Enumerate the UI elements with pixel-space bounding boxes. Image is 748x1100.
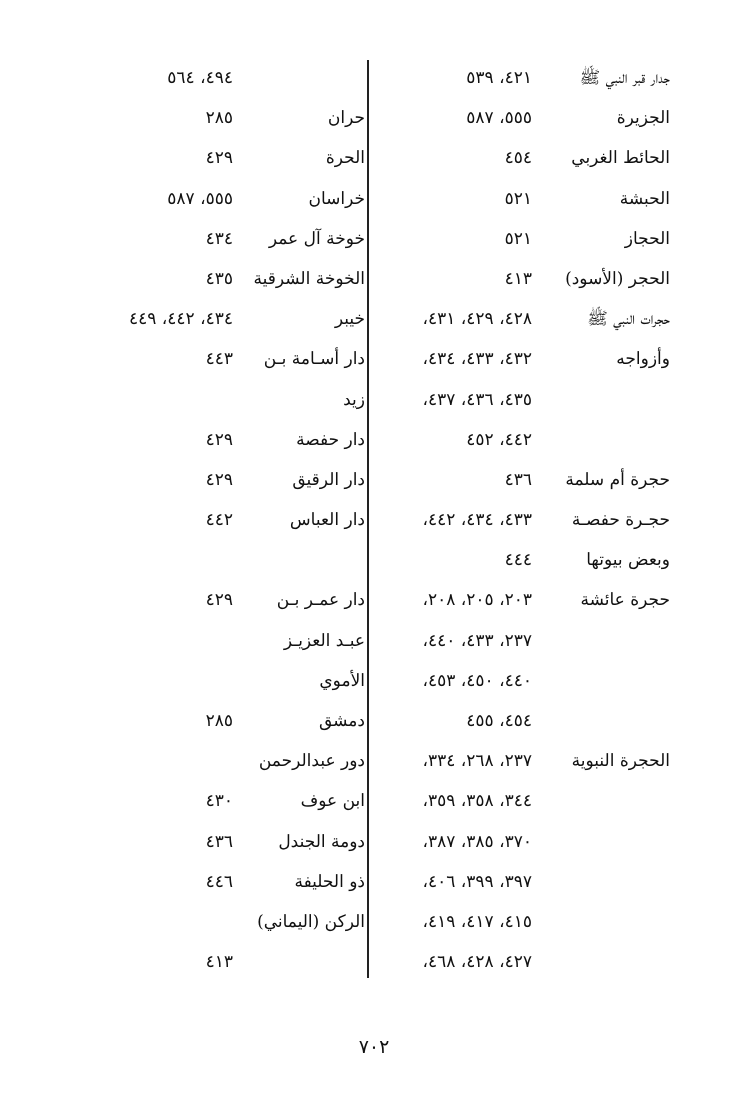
entry-term: دار حفصة: [296, 429, 365, 450]
index-entry: [380, 540, 670, 580]
entry-term: خراسان: [308, 188, 365, 209]
entry-term: حجرة أم سلمة: [565, 469, 670, 490]
entry-term: الجزيرة: [616, 108, 670, 129]
entry-term: حجرات النبي ﷺ: [587, 309, 670, 330]
entry-pages: ٤٢٩: [205, 469, 233, 490]
index-entry: [95, 822, 365, 862]
entry-term: دار الرقيق: [292, 469, 365, 490]
index-entry: [380, 219, 670, 259]
entry-term: دار أسـامة بـن: [263, 349, 365, 370]
index-entry: [380, 58, 670, 98]
entry-term: دمشق: [318, 711, 365, 731]
entry-pages: ٤٢١، ٥٣٩: [466, 68, 532, 88]
entry-pages: ٤٣٦: [205, 831, 233, 852]
entry-pages: ٤٣٠: [205, 791, 233, 812]
entry-term: حجـرة حفصـة: [571, 510, 670, 531]
index-entry: [95, 661, 365, 701]
index-column-left: [95, 58, 365, 982]
entry-term: حران: [327, 108, 365, 129]
index-entry: [95, 179, 365, 219]
index-entry: [95, 138, 365, 178]
index-entry: [380, 580, 670, 620]
entry-pages: ٤٢٧، ٤٢٨، ٤٦٨،: [422, 952, 532, 973]
entry-term: دار عمـر بـن: [276, 590, 365, 611]
entry-term: دار العباس: [289, 510, 365, 531]
entry-pages: ٤٥٤، ٤٥٥: [466, 711, 532, 731]
index-entry: [380, 380, 670, 420]
entry-term: ذو الحليفة: [294, 871, 365, 892]
index-entry: [95, 58, 365, 98]
index-entry: [380, 741, 670, 781]
entry-pages: ٤٣٥: [205, 268, 233, 289]
entry-pages: ٤٢٩: [205, 148, 233, 169]
entry-pages: ٤٢٨، ٤٢٩، ٤٣١،: [422, 309, 532, 330]
entry-pages: ٢٣٧، ٤٣٣، ٤٤٠،: [422, 630, 532, 651]
entry-pages: ٢٠٣، ٢٠٥، ٢٠٨،: [422, 590, 532, 611]
entry-term: ابن عوف: [300, 791, 365, 812]
entry-pages: ٤١٥، ٤١٧، ٤١٩،: [422, 911, 532, 932]
index-entry: [95, 299, 365, 339]
entry-pages: ٤٣٤: [205, 228, 233, 249]
index-entry: [380, 500, 670, 540]
page-number: ٧٠٢: [358, 1036, 390, 1058]
entry-pages: ٤٤٢: [205, 510, 233, 531]
entry-term: الحجرة النبوية: [571, 751, 670, 772]
index-entry: [95, 862, 365, 902]
index-entry: [380, 299, 670, 339]
index-entry: [95, 902, 365, 942]
entry-term: الأموي: [319, 670, 365, 691]
column-divider: [367, 60, 369, 978]
index-entry: [380, 942, 670, 982]
entry-pages: ٤٤٠، ٤٥٠، ٤٥٣،: [422, 670, 532, 691]
index-entry: [380, 339, 670, 379]
entry-term: الحبشة: [619, 188, 670, 209]
entry-term: خوخة آل عمر: [268, 228, 365, 249]
entry-term: الحرة: [325, 148, 365, 169]
entry-pages: ٤٤٣: [205, 349, 233, 370]
entry-pages: ٤٤٦: [205, 871, 233, 892]
entry-pages: ٤١٣: [504, 268, 532, 289]
entry-pages: ٥٢١: [504, 228, 532, 249]
entry-pages: ٤٣٤، ٤٤٢، ٤٤٩: [129, 309, 233, 330]
entry-pages: ٢٨٥: [205, 108, 233, 129]
index-entry: [95, 701, 365, 741]
entry-pages: ٤٩٤، ٥٦٤: [167, 68, 233, 88]
index-entry: [380, 822, 670, 862]
entry-term: وأزواجه: [616, 349, 670, 370]
index-entry: [95, 781, 365, 821]
entry-pages: ٣٩٧، ٣٩٩، ٤٠٦،: [422, 871, 532, 892]
entry-pages: ٤٣٣، ٤٣٤، ٤٤٢،: [422, 510, 532, 531]
entry-term: جدار قبر النبي ﷺ: [579, 68, 670, 88]
entry-pages: ٣٧٠، ٣٨٥، ٣٨٧،: [422, 831, 532, 852]
index-entry: [95, 540, 365, 580]
entry-pages: ٤٣٢، ٤٣٣، ٤٣٤،: [422, 349, 532, 370]
entry-pages: ٢٨٥: [205, 711, 233, 731]
index-entry: [380, 862, 670, 902]
index-entry: [95, 621, 365, 661]
entry-term: حجرة عائشة: [580, 590, 670, 611]
index-entry: [380, 621, 670, 661]
entry-term: دور عبدالرحمن: [258, 751, 365, 772]
entry-pages: ٤١٣: [205, 952, 233, 973]
index-entry: [95, 500, 365, 540]
index-entry: [380, 661, 670, 701]
entry-pages: ٣٤٤، ٣٥٨، ٣٥٩،: [422, 791, 532, 812]
entry-term: عبـد العزيـز: [283, 630, 365, 651]
entry-pages: ٤٣٦: [504, 469, 532, 490]
entry-pages: ٥٥٥، ٥٨٧: [466, 108, 532, 129]
index-entry: [380, 420, 670, 460]
entry-pages: ٤٣٥، ٤٣٦، ٤٣٧،: [422, 389, 532, 410]
entry-pages: ٢٣٧، ٢٦٨، ٣٣٤،: [422, 751, 532, 772]
index-entry: [95, 942, 365, 982]
entry-pages: ٥٢١: [504, 188, 532, 209]
entry-term: الحجاز: [624, 228, 670, 249]
index-entry: [95, 380, 365, 420]
entry-term: زيد: [343, 389, 365, 410]
index-entry: [380, 138, 670, 178]
index-entry: [380, 179, 670, 219]
entry-pages: ٤٤٢، ٤٥٢: [466, 429, 532, 450]
index-entry: [95, 420, 365, 460]
index-entry: [380, 460, 670, 500]
index-entry: [95, 219, 365, 259]
entry-term: الخوخة الشرقية: [253, 268, 365, 289]
entry-pages: ٤٤٤: [504, 550, 532, 571]
entry-term: دومة الجندل: [278, 831, 365, 852]
index-entry: [380, 902, 670, 942]
index-entry: [95, 98, 365, 138]
index-column-right: [380, 58, 670, 982]
entry-pages: ٤٢٩: [205, 429, 233, 450]
index-entry: [380, 259, 670, 299]
entry-term: الحائط الغربي: [571, 148, 670, 169]
entry-pages: ٥٥٥، ٥٨٧: [167, 188, 233, 209]
entry-term: الركن (اليماني): [257, 911, 365, 932]
index-entry: [95, 259, 365, 299]
entry-term: وبعض بيوتها: [586, 550, 670, 571]
index-entry: [95, 741, 365, 781]
index-entry: [380, 98, 670, 138]
index-entry: [380, 781, 670, 821]
entry-term: الحجر (الأسود): [565, 268, 670, 289]
index-entry: [95, 339, 365, 379]
index-entry: [95, 580, 365, 620]
index-entry: [380, 701, 670, 741]
entry-pages: ٤٢٩: [205, 590, 233, 611]
entry-term: خيبر: [334, 309, 365, 330]
index-entry: [95, 460, 365, 500]
entry-pages: ٤٥٤: [504, 148, 532, 169]
